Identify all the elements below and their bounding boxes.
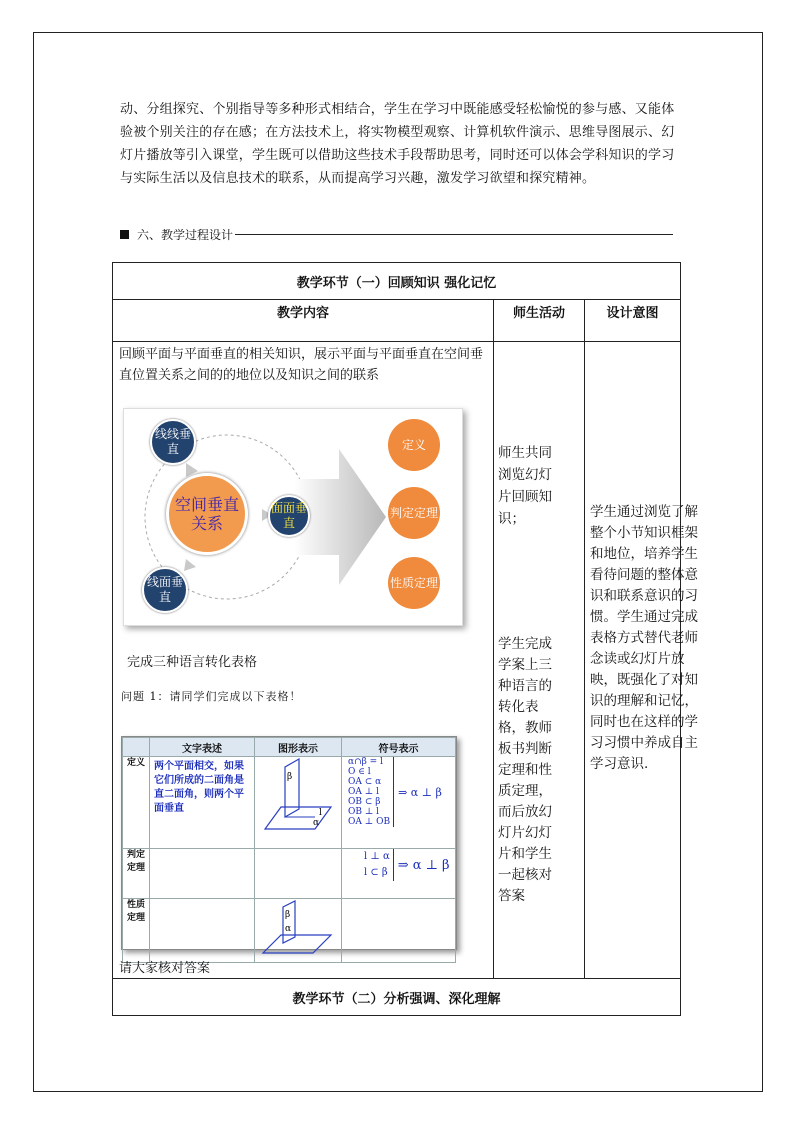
activity-2: 学生完成学案上三种语言的转化表格，教师板书判断定理和性质定理，而后放幻灯片幻灯片和学生一起核对答案 [498, 636, 552, 904]
fig-alpha: α [313, 818, 320, 828]
definition-symbol-list: α∩β = l O ∈ l OA ⊂ α OA ⊥ l OB ⊂ β OB ⊥ l OA ⊥ OB [348, 757, 394, 827]
section-heading-text: 六、教学过程设计 [137, 227, 234, 242]
node-line-line: 线线垂直 [150, 419, 196, 465]
row-judgment-symbols: l ⊥ α l ⊂ β ⇒ α ⊥ β [342, 849, 456, 899]
language-table-image [121, 736, 457, 950]
content-intro: 回顾平面与平面垂直的相关知识，展示平面与平面垂直在空间垂直位置关系之间的的地位以及知识之间的联系 [119, 347, 484, 383]
header-content: 教学内容 [113, 300, 494, 342]
row-judgment-figure [255, 849, 342, 899]
question-1: 问题 1：请同学们完成以下表格！ [121, 690, 302, 703]
row-property-symbols [342, 899, 456, 963]
svg-text:α: α [285, 924, 292, 934]
row-property-text [150, 899, 255, 963]
activity-1: 师生共同浏览幻灯片回顾知识； [498, 445, 552, 527]
activity-cell [494, 342, 585, 979]
teaching-process-table [112, 262, 698, 1016]
perpendicular-planes-figure [255, 757, 339, 845]
node-plane-plane: 面面垂直 [268, 495, 310, 537]
content-cell [113, 342, 494, 979]
fig-l: l [319, 808, 322, 818]
task-label: 完成三种语言转化表格 [127, 655, 258, 670]
fig-beta: β [287, 772, 293, 782]
svg-text:β: β [285, 910, 291, 920]
node-judgment: 判定定理 [388, 487, 440, 539]
check-answers: 请大家核对答案 [119, 961, 211, 976]
section-heading [120, 226, 673, 242]
stage2-title: 教学环节（二）分析强调、深化理解 [113, 979, 681, 1016]
language-conversion-table [122, 737, 456, 963]
property-planes-figure [255, 899, 339, 959]
node-definition: 定义 [388, 419, 440, 471]
row-judgment-text [150, 849, 255, 899]
corner-cell [123, 738, 150, 757]
row-definition-text: 两个平面相交，如果它们所成的二面角是直二面角，则两个平面垂直 [150, 757, 255, 849]
header-activity: 师生活动 [494, 300, 585, 342]
intent-cell [585, 342, 698, 979]
row-definition-figure [255, 757, 342, 849]
square-bullet-icon [120, 230, 129, 239]
heading-rule [235, 234, 673, 235]
stage1-title: 教学环节（一）回顾知识 强化记忆 [113, 263, 681, 300]
node-line-plane: 线面垂直 [142, 567, 188, 613]
row-property-figure [255, 899, 342, 963]
row-definition-label: 定义 [123, 757, 150, 849]
triangle-marker-2 [184, 559, 196, 571]
design-intent: 学生通过浏览了解整个小节知识框架和地位，培养学生看待问题的整体意识和联系意识的习惯。学生通过完成表格方式替代老师念读或幻灯片放映，既强化了对知识的理解和记忆，同时也在这样的学习习惯中养成自主学习意识. [590, 504, 698, 772]
vertical-relations-diagram [123, 408, 463, 626]
row-property-label: 性质定理 [123, 899, 150, 963]
row-definition-symbols [342, 757, 456, 849]
definition-result: ⇒ α ⊥ β [398, 785, 442, 799]
header-intent: 设计意图 [585, 300, 681, 342]
intro-paragraph: 动、分组探究、个别指导等多种形式相结合，学生在学习中既能感受轻松愉悦的参与感、又能体验被个别关注的存在感；在方法技术上，将实物模型观察、计算机软件演示、思维导图展示、幻灯片播放等引入课堂，学生既可以借助这些技术手段帮助思考，同时还可以体会学科知识的学习与实际生活以及信息技术的联系，从而提高学习兴趣，激发学习欲望和探究精神。 [120, 102, 675, 186]
col-text: 文字表述 [150, 738, 255, 757]
col-figure: 图形表示 [255, 738, 342, 757]
col-symbol: 符号表示 [342, 738, 456, 757]
node-center: 空间垂直关系 [166, 473, 248, 555]
node-property: 性质定理 [388, 557, 440, 609]
judgment-result: ⇒ α ⊥ β [397, 857, 450, 873]
row-judgment-label: 判定定理 [123, 849, 150, 899]
